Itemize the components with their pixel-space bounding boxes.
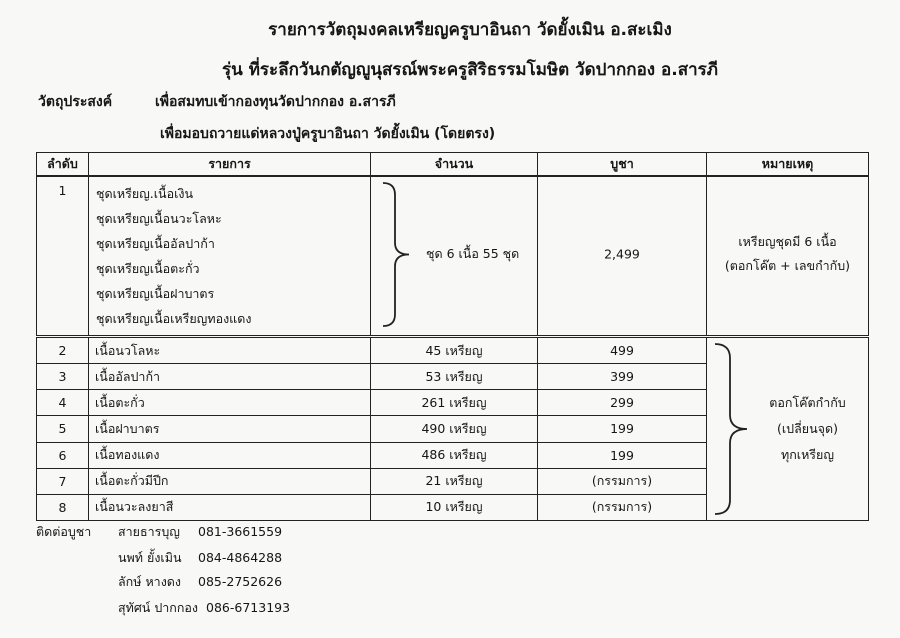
row-number: 8 [37,494,89,520]
contact-name: นพท์ ยั้งเมิน [118,550,182,565]
contact-name: ลักษ์ หางดง [118,574,182,589]
contact-name: สุทัศน์ ปากกอง [118,600,199,615]
item-price: 499 [538,337,707,364]
contact-phone: 084-4864288 [198,550,283,565]
item-table [36,152,869,521]
contact-entry [118,572,282,592]
set-note-cell [707,176,869,337]
document-subtitle: รุ่น ที่ระลึกวันกตัญญูนุสรณ์พระครูสิริธรรมโมษิต วัดปากกอง อ.สารภี [222,60,718,80]
group-note-line: (เปลี่ยนจุด) [777,421,838,436]
header-no: ลำดับ [37,153,89,177]
purpose-line: เพื่อสมทบเข้ากองทุนวัดปากกอง อ.สารภี [155,94,396,110]
contact-entry [118,548,282,568]
set-note-line: (ตอกโค๊ต + เลขกำกับ) [724,258,851,273]
contact-phone: 085-2752626 [198,574,283,589]
item-name: เนื้อฝาบาตร [89,416,371,442]
item-price: 299 [538,390,707,416]
header-item: รายการ [89,153,371,177]
item-price: 399 [538,364,707,390]
row-number: 5 [37,416,89,442]
row-number-cell [37,176,89,337]
item-price: 199 [538,442,707,468]
set-price: 2,499 [604,246,640,262]
set-items-cell [89,176,371,337]
group-note-line: ตอกโค๊ตกำกับ [769,395,846,410]
table-header-row [37,153,869,177]
item-name: เนื้อนวะลงยาสี [89,494,371,520]
brace-icon [713,342,749,516]
contact-name: สายธารบุญ [118,524,180,539]
group-note-line: ทุกเหรียญ [780,447,834,462]
brace-icon [381,181,411,328]
item-name: เนื้อทองแดง [89,442,371,468]
row-number: 7 [37,468,89,494]
set-quantity-cell [371,176,538,337]
purpose-label: วัตถุประสงค์ [38,94,113,110]
table-row [37,337,869,364]
set-item: ชุดเหรียญเนื้อเหรียญทองแดง [96,311,252,326]
set-item: ชุดเหรียญเนื้อนวะโลหะ [96,211,222,226]
item-quantity: 261 เหรียญ [371,390,538,416]
contact-phone: 081-3661559 [198,524,283,539]
set-note-line: เหรียญชุดมี 6 เนื้อ [738,234,837,249]
item-quantity: 490 เหรียญ [371,416,538,442]
item-price: 199 [538,416,707,442]
row-number: 2 [37,337,89,364]
item-name: เนื้อตะกั่ว [89,390,371,416]
set-item: ชุดเหรียญเนื้อฝาบาตร [96,286,215,301]
item-quantity: 53 เหรียญ [371,364,538,390]
header-quantity: จำนวน [371,153,538,177]
item-price: (กรรมการ) [538,468,707,494]
contact-label: ติดต่อบูชา [36,524,92,539]
set-note [707,230,868,278]
row-number: 4 [37,390,89,416]
table-row-set [37,176,869,337]
purpose-line: เพื่อมอบถวายแด่หลวงปู่ครูบาอินถา วัดยั้งเมิน (โดยตรง) [160,126,496,142]
group-note [747,390,868,468]
header-price: บูชา [538,153,707,177]
set-quantity: ชุด 6 เนื้อ 55 ชุด [426,246,520,261]
set-price-cell [538,176,707,337]
contact-phone: 086-6713193 [206,600,291,615]
row-number: 3 [37,364,89,390]
item-name: เนื้ออัลปาก้า [89,364,371,390]
header-note: หมายเหตุ [707,153,869,177]
group-note-cell [707,337,869,521]
set-item: ชุดเหรียญ.เนื้อเงิน [96,186,194,201]
item-price: (กรรมการ) [538,494,707,520]
set-item: ชุดเหรียญเนื้ออัลปาก้า [96,236,215,251]
item-quantity: 45 เหรียญ [371,337,538,364]
item-name: เนื้อตะกั่วมีปีก [89,468,371,494]
set-item: ชุดเหรียญเนื้อตะกั่ว [96,261,200,276]
row-number: 6 [37,442,89,468]
contact-entry [118,522,282,542]
document-title: รายการวัตถุมงคลเหรียญครูบาอินถา วัดยั้งเมิน อ.สะเมิง [268,20,672,40]
item-name: เนื้อนวโลหะ [89,337,371,364]
row-number: 1 [58,183,67,198]
item-quantity: 21 เหรียญ [371,468,538,494]
item-quantity: 486 เหรียญ [371,442,538,468]
item-quantity: 10 เหรียญ [371,494,538,520]
contact-entry [118,598,290,618]
